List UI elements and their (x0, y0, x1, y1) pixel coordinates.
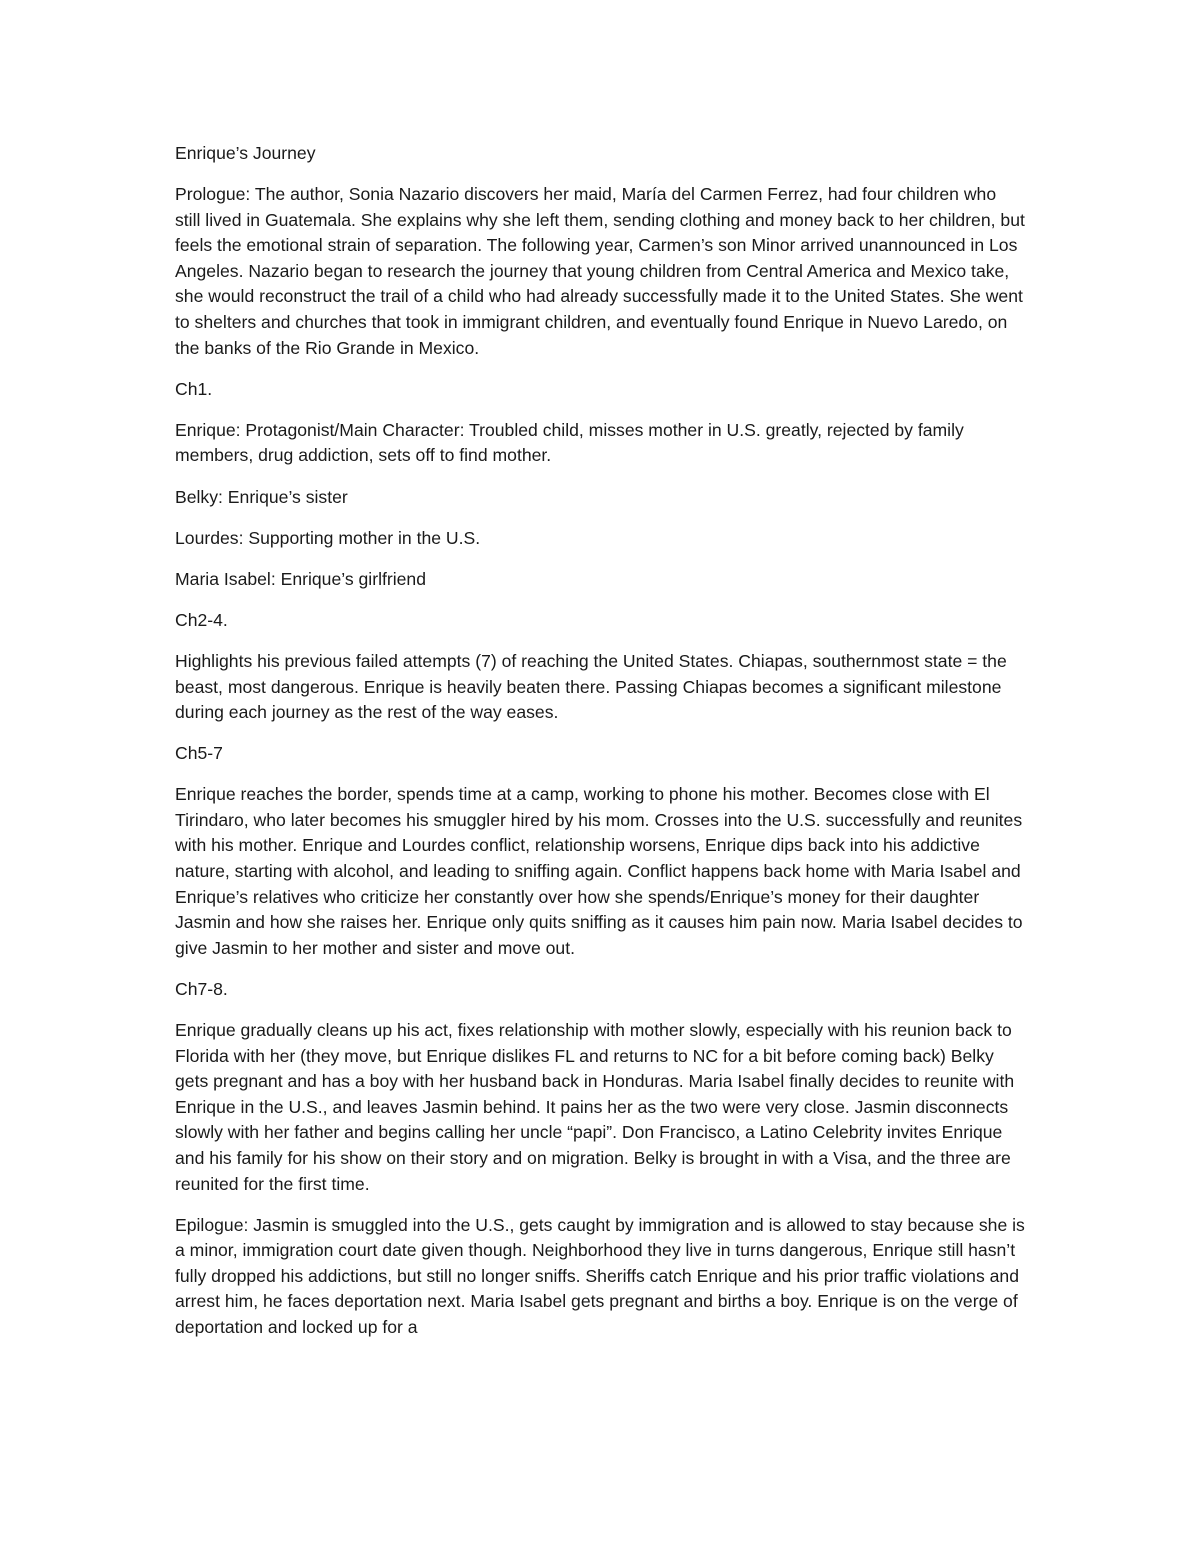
document-title: Enrique’s Journey (175, 143, 316, 163)
prologue-paragraph: Prologue: The author, Sonia Nazario discovers her maid, María del Carmen Ferrez, had four children who still lived in Guatemala. She explains why she left them, sending clothing and money back to her children, but feels the emotional strain of separation. The following year, Carmen’s son Minor arrived unannounced in Los Angeles. Nazario began to research the journey that young children from Central America and Mexico take, she would reconstruct the trail of a child who had already successfully made it to the United States. She went to shelters and churches that took in immigrant children, and eventually found Enrique in Nuevo Laredo, on the banks of the Rio Grande in Mexico. (175, 184, 1025, 358)
chapter-heading-ch5-7: Ch5-7 (175, 743, 223, 764)
summary-ch5-7: Enrique reaches the border, spends time at a camp, working to phone his mother. Becomes close with El Tirindaro, who later becomes his smuggler hired by his mom. Crosses into the U.S. successfully and reunites with his mother. Enrique and Lourdes conflict, relationship worsens, Enrique dips back into his addictive nature, starting with alcohol, and leading to sniffing again. Conflict happens back home with Maria Isabel and Enrique’s relatives who criticize her constantly over how she spends/Enrique’s money for their daughter Jasmin and how she raises her. Enrique only quits sniffing as it causes him pain now. Maria Isabel decides to give Jasmin to her mother and sister and move out. (175, 784, 1023, 958)
character-enrique: Enrique: Protagonist/Main Character: Troubled child, misses mother in U.S. greatly, rejected by family members, drug addiction, sets off to find mother. (175, 419, 964, 466)
character-lourdes: Lourdes: Supporting mother in the U.S. (175, 527, 481, 548)
document-body (175, 141, 1025, 1356)
character-maria-isabel: Maria Isabel: Enrique’s girlfriend (175, 568, 426, 589)
summary-ch7-8: Enrique gradually cleans up his act, fixes relationship with mother slowly, especially with his reunion back to Florida with her (they move, but Enrique dislikes FL and returns to NC for a bit before coming back) Belky gets pregnant and has a boy with her husband back in Honduras. Maria Isabel finally decides to reunite with Enrique in the U.S., and leaves Jasmin behind. It pains her as the two were very close. Jasmin disconnects slowly with her father and begins calling her uncle “papi”. Don Francisco, a Latino Celebrity invites Enrique and his family for his show on their story and on migration. Belky is brought in with a Visa, and the three are reunited for the first time. (175, 1020, 1015, 1194)
chapter-heading-ch1: Ch1. (175, 378, 213, 399)
chapter-heading-ch7-8: Ch7-8. (175, 978, 228, 999)
summary-ch2-4: Highlights his previous failed attempts (7) of reaching the United States. Chiapas, southernmost state = the beast, most dangerous. Enrique is heavily beaten there. Passing Chiapas becomes a significant milestone during each journey as the rest of the way eases. (175, 650, 1007, 723)
epilogue-paragraph: Epilogue: Jasmin is smuggled into the U.S., gets caught by immigration and is allowed to stay because she is a minor, immigration court date given though. Neighborhood they live in turns dangerous, Enrique still hasn’t fully dropped his addictions, but still no longer sniffs. Sheriffs catch Enrique and his prior traffic violations and arrest him, he faces deportation next. Maria Isabel gets pregnant and births a boy. Enrique is on the verge of deportation and locked up for a (175, 1214, 1025, 1338)
character-belky: Belky: Enrique’s sister (175, 486, 348, 507)
chapter-heading-ch2-4: Ch2-4. (175, 609, 228, 630)
